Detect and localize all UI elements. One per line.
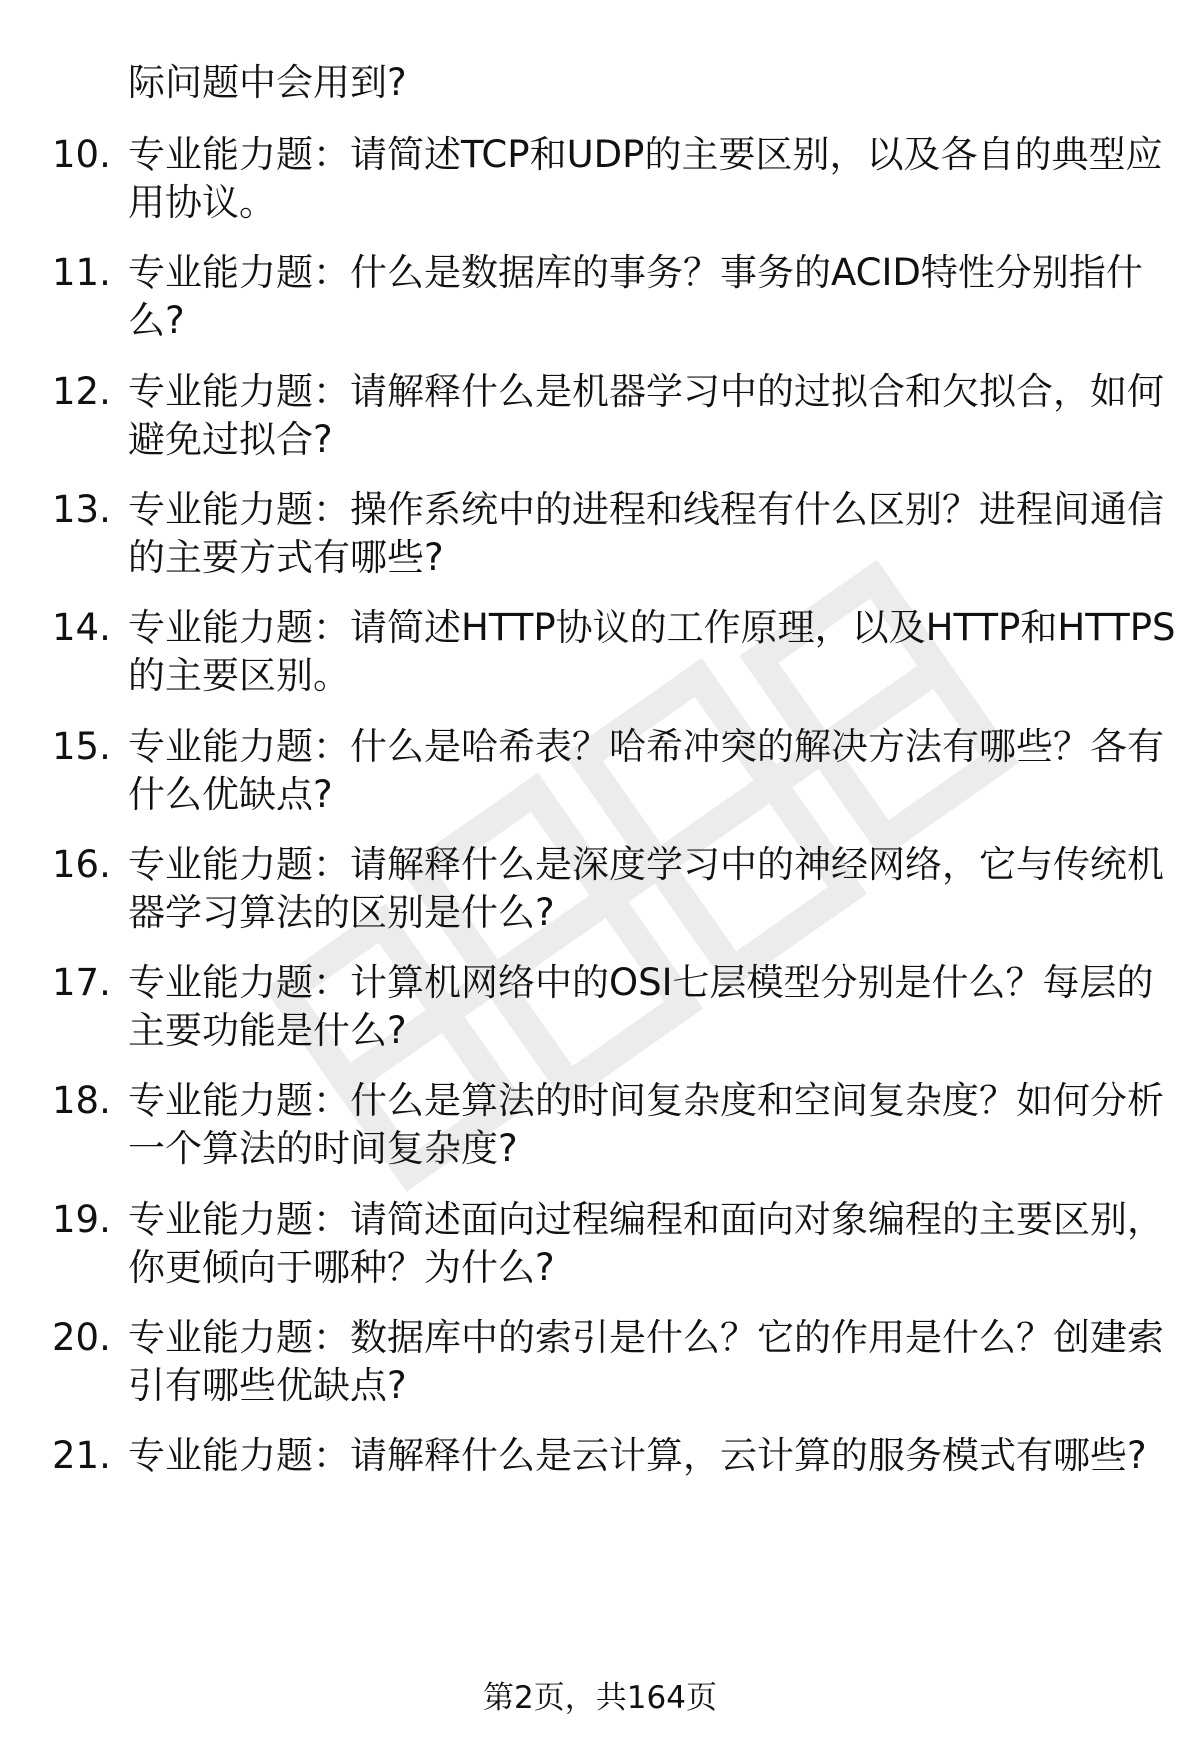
question-text-line2: 么? — [128, 299, 185, 343]
question-text-line1: 专业能力题：什么是数据库的事务？事务的ACID特性分别指什 — [128, 251, 1143, 295]
continuation-text: 际问题中会用到? — [128, 61, 407, 104]
list-item — [0, 485, 1200, 585]
question-text-line1: 专业能力题：请简述面向过程编程和面向对象编程的主要区别， — [128, 1197, 1164, 1241]
question-text-line2: 一个算法的时间复杂度? — [128, 1127, 518, 1171]
list-item — [0, 958, 1200, 1058]
list-item — [0, 1313, 1200, 1413]
question-number: 20. — [52, 1316, 111, 1359]
question-number: 15. — [52, 724, 111, 768]
list-item — [0, 248, 1200, 348]
list-item — [0, 1431, 1200, 1531]
question-text-line1: 专业能力题：操作系统中的进程和线程有什么区别？进程间通信 — [128, 487, 1164, 531]
question-text-line1: 专业能力题：计算机网络中的OSI七层模型分别是什么？每层的 — [128, 961, 1154, 1005]
question-number: 17. — [52, 961, 111, 1005]
question-text-line1: 专业能力题：什么是算法的时间复杂度和空间复杂度？如何分析 — [128, 1079, 1164, 1123]
question-number: 12. — [52, 369, 111, 413]
page-footer: 第2页，共164页 — [483, 1680, 717, 1716]
question-number: 10. — [52, 133, 111, 176]
question-text-line1: 专业能力题：数据库中的索引是什么？它的作用是什么？创建索 — [128, 1316, 1164, 1359]
question-text-line2: 的主要区别。 — [128, 654, 350, 698]
question-text-line1: 专业能力题：什么是哈希表？哈希冲突的解决方法有哪些？各有 — [128, 724, 1164, 768]
list-item — [0, 367, 1200, 467]
question-text-line2: 的主要方式有哪些? — [128, 535, 444, 579]
question-text-line1: 专业能力题：请解释什么是深度学习中的神经网络，它与传统机 — [128, 842, 1164, 886]
question-number: 13. — [52, 487, 111, 531]
list-item — [0, 722, 1200, 822]
question-text-line1: 专业能力题：请简述TCP和UDP的主要区别，以及各自的典型应 — [128, 133, 1163, 176]
question-text-line2: 器学习算法的区别是什么? — [128, 890, 555, 934]
question-text-line2: 用协议。 — [128, 181, 276, 224]
question-text-line1: 专业能力题：请解释什么是机器学习中的过拟合和欠拟合，如何 — [128, 369, 1164, 413]
question-number: 11. — [52, 251, 111, 295]
list-item — [0, 130, 1200, 230]
list-item — [0, 1076, 1200, 1176]
question-text-line2: 你更倾向于哪种？为什么? — [128, 1245, 555, 1289]
question-text-line1: 专业能力题：请简述HTTP协议的工作原理，以及HTTP和HTTPS — [128, 606, 1176, 650]
question-number: 14. — [52, 606, 111, 650]
question-text-line2: 主要功能是什么? — [128, 1009, 407, 1053]
list-item — [0, 1195, 1200, 1295]
question-number: 18. — [52, 1079, 111, 1123]
list-item — [0, 840, 1200, 940]
question-text-line1: 专业能力题：请解释什么是云计算，云计算的服务模式有哪些? — [128, 1434, 1147, 1478]
question-text-line2: 什么优缺点? — [128, 772, 333, 816]
question-text-line2: 引有哪些优缺点? — [128, 1364, 407, 1407]
question-number: 19. — [52, 1197, 111, 1241]
question-text-line2: 避免过拟合? — [128, 417, 333, 461]
question-number: 21. — [52, 1434, 111, 1478]
question-number: 16. — [52, 842, 111, 886]
list-item — [0, 603, 1200, 703]
